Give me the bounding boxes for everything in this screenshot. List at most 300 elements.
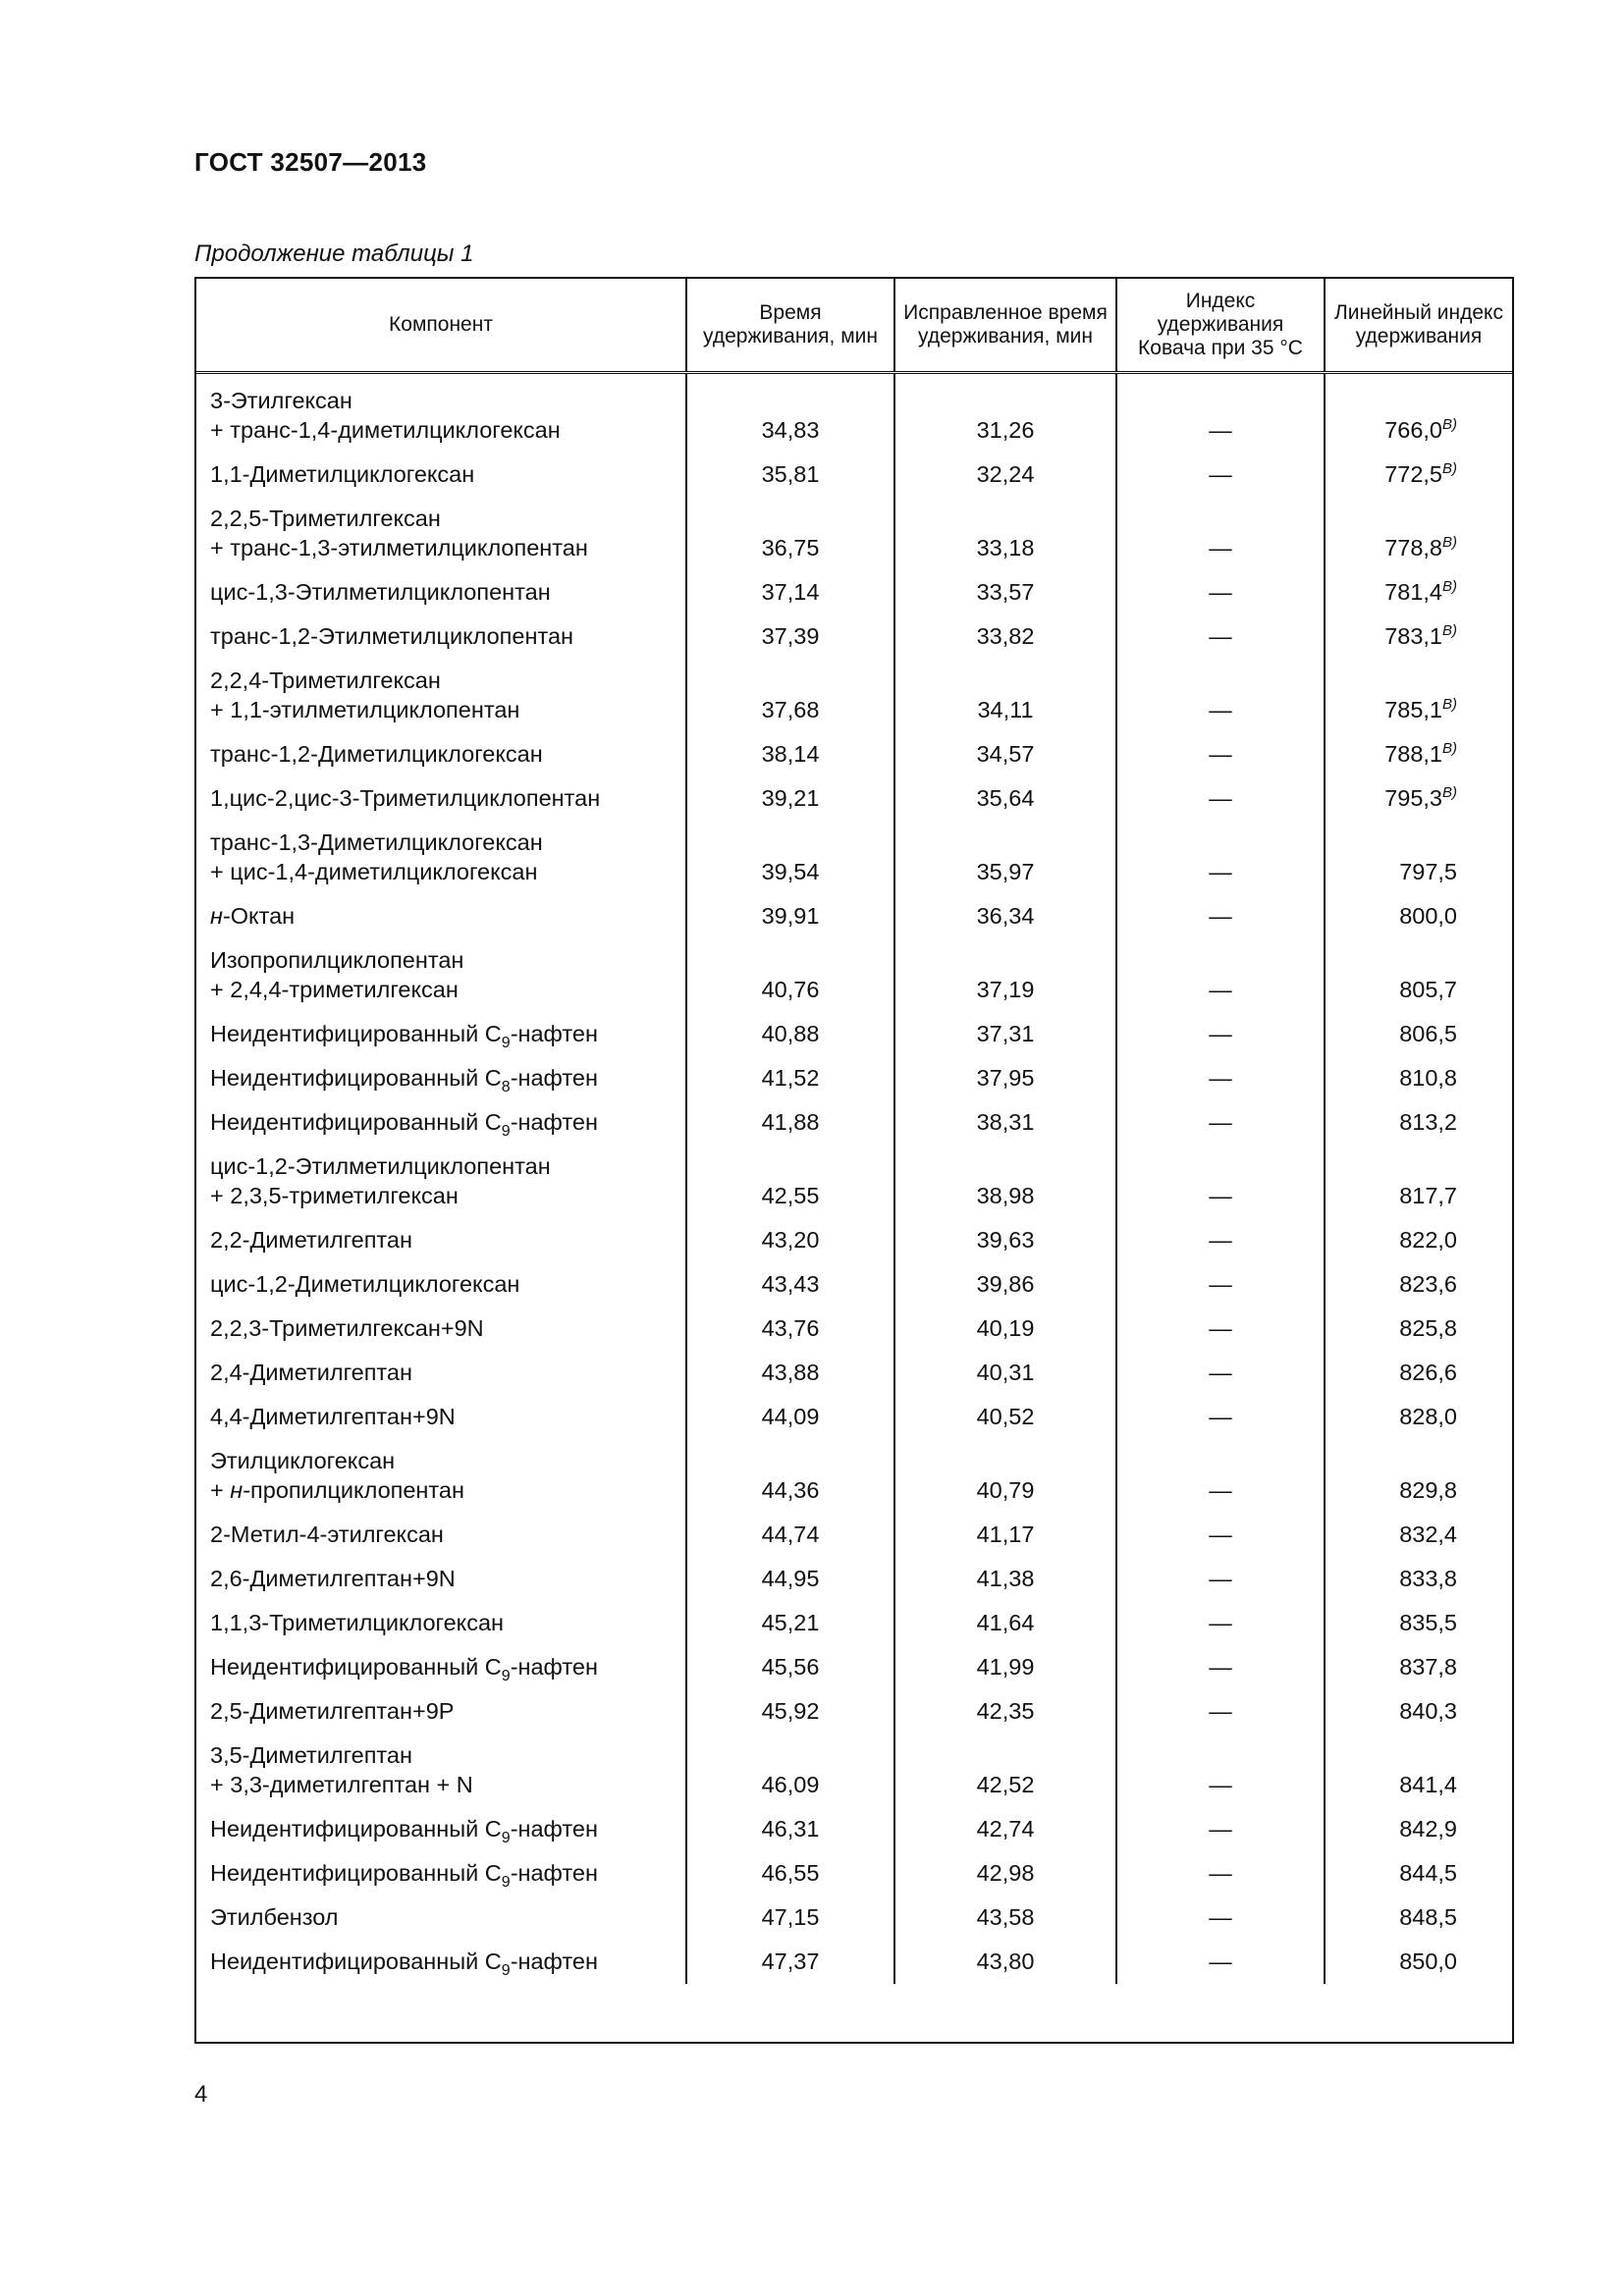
component-text: Этилциклогексан — [210, 1448, 396, 1473]
table-row — [196, 1896, 1512, 1940]
component-cell — [196, 1218, 686, 1262]
component-name — [210, 828, 674, 857]
second-line-text: + транс-1,4-диметилциклогексан — [210, 417, 561, 443]
kovats-index-cell: — — [1116, 1056, 1325, 1100]
retention-time-cell: 37,14 — [686, 570, 894, 614]
linear-index-cell — [1325, 373, 1512, 454]
component-cell — [196, 1351, 686, 1395]
table-row — [196, 1439, 1512, 1513]
linear-index-value: 829,8 — [1399, 1477, 1457, 1503]
corrected-time-cell: 38,98 — [894, 1145, 1116, 1218]
table-row — [196, 373, 1512, 454]
linear-index-value: 805,7 — [1399, 977, 1457, 1002]
component-cell — [196, 659, 686, 732]
table-row — [196, 1218, 1512, 1262]
corrected-time-cell: 37,31 — [894, 1012, 1116, 1056]
retention-time-cell: 35,81 — [686, 453, 894, 497]
retention-time-cell: 34,83 — [686, 373, 894, 454]
page-number: 4 — [194, 2081, 208, 2108]
kovats-index-cell: — — [1116, 1689, 1325, 1734]
component-cell — [196, 1807, 686, 1851]
component-cell — [196, 1557, 686, 1601]
component-text: 2,2,4-Триметилгексан — [210, 667, 441, 693]
table-row — [196, 1940, 1512, 1984]
footnote-marker: В) — [1442, 416, 1457, 433]
carbon-subscript: 9 — [501, 1123, 511, 1140]
linear-index-cell — [1325, 1645, 1512, 1689]
linear-index-value: 783,1 — [1384, 623, 1442, 649]
corrected-time-cell: 41,38 — [894, 1557, 1116, 1601]
component-name — [210, 1858, 674, 1891]
linear-index-value: 833,8 — [1399, 1566, 1457, 1591]
linear-index-cell — [1325, 938, 1512, 1012]
component-cell — [196, 894, 686, 938]
component-name — [210, 1358, 674, 1387]
linear-index-value: 772,5 — [1384, 461, 1442, 487]
component-text: 2,2,5-Триметилгексан — [210, 506, 441, 531]
component-name — [210, 1652, 674, 1682]
linear-index-value: 813,2 — [1399, 1109, 1457, 1135]
component-name — [210, 1814, 674, 1846]
table-row — [196, 1395, 1512, 1439]
linear-index-cell — [1325, 1262, 1512, 1307]
linear-index-cell — [1325, 1601, 1512, 1645]
corrected-time-cell: 41,64 — [894, 1601, 1116, 1645]
retention-time-cell: 44,95 — [686, 1557, 894, 1601]
retention-time-cell: 40,88 — [686, 1012, 894, 1056]
component-text: 2,2-Диметилгептан — [210, 1227, 412, 1253]
table-row — [196, 570, 1512, 614]
table-row — [196, 1351, 1512, 1395]
table-row — [196, 1807, 1512, 1851]
component-name — [210, 1402, 674, 1431]
corrected-time-cell: 41,17 — [894, 1513, 1116, 1557]
retention-time-cell: 43,20 — [686, 1218, 894, 1262]
second-line-text: + 1,1-этилметилциклопентан — [210, 697, 520, 722]
linear-index-value: 848,5 — [1399, 1904, 1457, 1930]
component-text: Неидентифицированный С — [210, 1065, 502, 1091]
component-text: 2,4-Диметилгептан — [210, 1360, 412, 1385]
table-row — [196, 453, 1512, 497]
linear-index-value: 788,1 — [1384, 741, 1442, 767]
component-text: Неидентифицированный С — [210, 1021, 502, 1046]
linear-index-value: 800,0 — [1399, 903, 1457, 929]
second-line-suffix: -пропилциклопентан — [243, 1477, 464, 1503]
corrected-time-cell: 34,57 — [894, 732, 1116, 776]
retention-time-cell: 43,76 — [686, 1307, 894, 1351]
kovats-index-cell: — — [1116, 1307, 1325, 1351]
component-cell — [196, 373, 686, 454]
kovats-index-cell: — — [1116, 1100, 1325, 1145]
retention-time-cell: 39,54 — [686, 821, 894, 894]
linear-index-value: 823,6 — [1399, 1271, 1457, 1297]
component-text: 3-Этилгексан — [210, 388, 352, 413]
second-line-text: + — [210, 1477, 231, 1503]
component-text: 1,1-Диметилциклогексан — [210, 461, 475, 487]
component-text: 2,6-Диметилгептан+9N — [210, 1566, 456, 1591]
kovats-index-cell: — — [1116, 659, 1325, 732]
kovats-index-cell: — — [1116, 894, 1325, 938]
kovats-index-cell: — — [1116, 1395, 1325, 1439]
linear-index-cell — [1325, 1012, 1512, 1056]
linear-index-cell — [1325, 1513, 1512, 1557]
linear-index-value: 825,8 — [1399, 1315, 1457, 1341]
corrected-time-cell: 35,64 — [894, 776, 1116, 821]
linear-index-cell — [1325, 1734, 1512, 1807]
component-text: цис-1,2-Этилметилциклопентан — [210, 1153, 551, 1179]
carbon-subscript: 9 — [501, 1962, 511, 1979]
kovats-index-cell: — — [1116, 1513, 1325, 1557]
retention-time-cell: 44,09 — [686, 1395, 894, 1439]
retention-time-cell: 46,55 — [686, 1851, 894, 1896]
corrected-time-cell: 37,95 — [894, 1056, 1116, 1100]
linear-index-value: 844,5 — [1399, 1860, 1457, 1886]
kovats-index-cell: — — [1116, 570, 1325, 614]
component-name — [210, 1063, 674, 1093]
retention-time-cell: 46,31 — [686, 1807, 894, 1851]
italic-prefix: н — [230, 1477, 244, 1503]
corrected-time-cell: 35,97 — [894, 821, 1116, 894]
corrected-time-cell: 33,57 — [894, 570, 1116, 614]
component-text: цис-1,2-Диметилциклогексан — [210, 1271, 520, 1297]
table-row — [196, 1012, 1512, 1056]
component-name — [210, 1269, 674, 1299]
second-line-text: + 2,4,4-триметилгексан — [210, 977, 459, 1002]
component-name — [210, 621, 674, 651]
corrected-time-cell: 34,11 — [894, 659, 1116, 732]
table-row — [196, 497, 1512, 570]
retention-time-cell: 47,37 — [686, 1940, 894, 1984]
header-linear-index: Линейный индекс удерживания — [1325, 279, 1512, 373]
component-name — [210, 783, 674, 813]
retention-time-cell: 44,74 — [686, 1513, 894, 1557]
linear-index-cell — [1325, 1395, 1512, 1439]
second-line-text: + 3,3-диметилгептан + N — [210, 1772, 473, 1797]
corrected-time-cell: 33,82 — [894, 614, 1116, 659]
component-text: 1,1,3-Триметилциклогексан — [210, 1610, 505, 1635]
retention-time-cell: 45,21 — [686, 1601, 894, 1645]
kovats-index-cell: — — [1116, 1262, 1325, 1307]
component-name — [210, 577, 674, 607]
kovats-index-cell: — — [1116, 1851, 1325, 1896]
second-line-text: + транс-1,3-этилметилциклопентан — [210, 535, 588, 561]
corrected-time-cell: 41,99 — [894, 1645, 1116, 1689]
component-cell — [196, 1056, 686, 1100]
linear-index-value: 822,0 — [1399, 1227, 1457, 1253]
kovats-index-cell: — — [1116, 1012, 1325, 1056]
component-cell — [196, 1145, 686, 1218]
table-header-row — [196, 279, 1512, 373]
component-text: Неидентифицированный С — [210, 1109, 502, 1135]
component-text: 1,цис-2,цис-3-Триметилциклопентан — [210, 785, 601, 811]
retention-time-cell: 42,55 — [686, 1145, 894, 1218]
carbon-subscript: 8 — [501, 1079, 511, 1095]
table-row — [196, 1056, 1512, 1100]
linear-index-value: 850,0 — [1399, 1949, 1457, 1974]
second-line-text: + 2,3,5-триметилгексан — [210, 1183, 459, 1208]
corrected-time-cell: 39,63 — [894, 1218, 1116, 1262]
linear-index-cell — [1325, 1145, 1512, 1218]
linear-index-cell — [1325, 1689, 1512, 1734]
second-line-text: + цис-1,4-диметилциклогексан — [210, 859, 538, 884]
component-name — [210, 504, 674, 533]
component-name — [210, 901, 674, 931]
kovats-index-cell: — — [1116, 1734, 1325, 1807]
kovats-index-cell: — — [1116, 1439, 1325, 1513]
kovats-index-cell: — — [1116, 373, 1325, 454]
retention-time-cell: 43,88 — [686, 1351, 894, 1395]
linear-index-cell — [1325, 776, 1512, 821]
retention-time-cell: 45,56 — [686, 1645, 894, 1689]
retention-time-cell: 37,68 — [686, 659, 894, 732]
component-text: цис-1,3-Этилметилциклопентан — [210, 579, 551, 605]
component-cell — [196, 1940, 686, 1984]
component-name — [210, 1225, 674, 1255]
header-retention-time: Время удерживания, мин — [686, 279, 894, 373]
retention-time-cell: 39,21 — [686, 776, 894, 821]
component-cell — [196, 938, 686, 1012]
component-text: Этилбензол — [210, 1904, 339, 1930]
linear-index-value: 832,4 — [1399, 1522, 1457, 1547]
component-cell — [196, 1896, 686, 1940]
kovats-index-cell: — — [1116, 1940, 1325, 1984]
table-row — [196, 821, 1512, 894]
linear-index-value: 810,8 — [1399, 1065, 1457, 1091]
component-name — [210, 1696, 674, 1726]
table-row — [196, 659, 1512, 732]
kovats-index-cell: — — [1116, 938, 1325, 1012]
component-text: 4,4-Диметилгептан+9N — [210, 1404, 456, 1429]
linear-index-cell — [1325, 1940, 1512, 1984]
linear-index-cell — [1325, 1807, 1512, 1851]
retention-time-cell: 46,09 — [686, 1734, 894, 1807]
component-name — [210, 1151, 674, 1181]
header-corrected-retention-time: Исправленное время удерживания, мин — [894, 279, 1116, 373]
kovats-index-cell: — — [1116, 1601, 1325, 1645]
component-second-line — [210, 975, 674, 1004]
retention-time-cell: 44,36 — [686, 1439, 894, 1513]
component-cell — [196, 1012, 686, 1056]
component-name — [210, 459, 674, 489]
linear-index-value: 778,8 — [1384, 535, 1442, 561]
component-cell — [196, 1395, 686, 1439]
component-second-line — [210, 533, 674, 562]
table-row — [196, 1689, 1512, 1734]
footnote-marker: В) — [1442, 696, 1457, 713]
component-cell — [196, 1262, 686, 1307]
linear-index-cell — [1325, 1307, 1512, 1351]
corrected-time-cell: 32,24 — [894, 453, 1116, 497]
table-row — [196, 1645, 1512, 1689]
component-name — [210, 1564, 674, 1593]
linear-index-cell — [1325, 1851, 1512, 1896]
component-name — [210, 1107, 674, 1140]
component-text: 2-Метил-4-этилгексан — [210, 1522, 444, 1547]
component-name — [210, 945, 674, 975]
table-row — [196, 1100, 1512, 1145]
linear-index-value: 840,3 — [1399, 1698, 1457, 1724]
kovats-index-cell: — — [1116, 453, 1325, 497]
corrected-time-cell: 42,35 — [894, 1689, 1116, 1734]
component-cell — [196, 570, 686, 614]
retention-time-cell: 45,92 — [686, 1689, 894, 1734]
retention-time-cell: 41,52 — [686, 1056, 894, 1100]
component-name — [210, 1520, 674, 1549]
retention-time-cell: 43,43 — [686, 1262, 894, 1307]
carbon-subscript: 9 — [501, 1035, 511, 1051]
component-second-line — [210, 857, 674, 886]
retention-time-cell: 36,75 — [686, 497, 894, 570]
linear-index-cell — [1325, 1218, 1512, 1262]
retention-time-cell: 38,14 — [686, 732, 894, 776]
component-cell — [196, 821, 686, 894]
linear-index-value: 797,5 — [1399, 859, 1457, 884]
document-title: ГОСТ 32507—2013 — [194, 147, 427, 177]
linear-index-value: 806,5 — [1399, 1021, 1457, 1046]
component-name — [210, 1902, 674, 1932]
kovats-index-cell: — — [1116, 1145, 1325, 1218]
component-name — [210, 1019, 674, 1051]
component-name — [210, 1313, 674, 1343]
component-second-line — [210, 1181, 674, 1210]
retention-time-cell: 47,15 — [686, 1896, 894, 1940]
component-suffix: -нафтен — [510, 1109, 598, 1135]
component-name — [210, 666, 674, 695]
linear-index-value: 841,4 — [1399, 1772, 1457, 1797]
linear-index-value: 795,3 — [1384, 785, 1442, 811]
component-text: Неидентифицированный С — [210, 1654, 502, 1680]
kovats-index-cell: — — [1116, 776, 1325, 821]
linear-index-cell — [1325, 1557, 1512, 1601]
table-row — [196, 732, 1512, 776]
table-row — [196, 614, 1512, 659]
component-second-line — [210, 695, 674, 724]
linear-index-cell — [1325, 1439, 1512, 1513]
corrected-time-cell: 37,19 — [894, 938, 1116, 1012]
corrected-time-cell: 40,79 — [894, 1439, 1116, 1513]
component-text: 2,5-Диметилгептан+9P — [210, 1698, 455, 1724]
kovats-index-cell: — — [1116, 732, 1325, 776]
component-text: Изопропилциклопентан — [210, 947, 464, 973]
component-text: 2,2,3-Триметилгексан+9N — [210, 1315, 484, 1341]
linear-index-value: 837,8 — [1399, 1654, 1457, 1680]
corrected-time-cell: 36,34 — [894, 894, 1116, 938]
table-row — [196, 1557, 1512, 1601]
component-suffix: -нафтен — [510, 1949, 598, 1974]
component-text: транс-1,2-Этилметилциклопентан — [210, 623, 573, 649]
component-text: Неидентифицированный С — [210, 1816, 502, 1842]
corrected-time-cell: 40,19 — [894, 1307, 1116, 1351]
header-kovats-index: Индекс удерживания Ковача при 35 °С — [1116, 279, 1325, 373]
component-name — [210, 1608, 674, 1637]
linear-index-value: 781,4 — [1384, 579, 1442, 605]
kovats-index-cell: — — [1116, 1645, 1325, 1689]
component-cell — [196, 1851, 686, 1896]
kovats-index-cell: — — [1116, 614, 1325, 659]
table-body — [196, 373, 1512, 1985]
component-cell — [196, 732, 686, 776]
component-cell — [196, 1513, 686, 1557]
kovats-index-cell: — — [1116, 1807, 1325, 1851]
corrected-time-cell: 33,18 — [894, 497, 1116, 570]
component-name — [210, 1947, 674, 1979]
linear-index-cell — [1325, 1351, 1512, 1395]
component-name — [210, 1740, 674, 1770]
linear-index-cell — [1325, 894, 1512, 938]
table-row — [196, 1145, 1512, 1218]
corrected-time-cell: 39,86 — [894, 1262, 1116, 1307]
carbon-subscript: 9 — [501, 1874, 511, 1891]
linear-index-cell — [1325, 570, 1512, 614]
corrected-time-cell: 42,98 — [894, 1851, 1116, 1896]
table-row — [196, 1307, 1512, 1351]
table-row — [196, 894, 1512, 938]
retention-time-cell: 41,88 — [686, 1100, 894, 1145]
component-text: 3,5-Диметилгептан — [210, 1742, 412, 1768]
corrected-time-cell: 40,52 — [894, 1395, 1116, 1439]
component-cell — [196, 1100, 686, 1145]
table-row — [196, 1262, 1512, 1307]
retention-time-cell: 39,91 — [686, 894, 894, 938]
component-name — [210, 1446, 674, 1475]
linear-index-cell — [1325, 614, 1512, 659]
component-cell — [196, 1645, 686, 1689]
component-cell — [196, 497, 686, 570]
linear-index-cell — [1325, 659, 1512, 732]
linear-index-cell — [1325, 1100, 1512, 1145]
component-cell — [196, 1601, 686, 1645]
linear-index-value: 826,6 — [1399, 1360, 1457, 1385]
footnote-marker: В) — [1442, 622, 1457, 639]
linear-index-cell — [1325, 1056, 1512, 1100]
table-caption: Продолжение таблицы 1 — [194, 240, 474, 267]
component-text: -Октан — [222, 903, 296, 929]
component-text: транс-1,3-Диметилциклогексан — [210, 829, 543, 855]
component-cell — [196, 1689, 686, 1734]
component-name — [210, 386, 674, 415]
component-cell — [196, 776, 686, 821]
linear-index-cell — [1325, 732, 1512, 776]
component-name — [210, 739, 674, 769]
component-second-line — [210, 415, 674, 445]
table-row — [196, 776, 1512, 821]
component-second-line — [210, 1770, 674, 1799]
corrected-time-cell: 42,52 — [894, 1734, 1116, 1807]
kovats-index-cell: — — [1116, 497, 1325, 570]
kovats-index-cell: — — [1116, 1557, 1325, 1601]
corrected-time-cell: 43,80 — [894, 1940, 1116, 1984]
table-row — [196, 1513, 1512, 1557]
corrected-time-cell: 38,31 — [894, 1100, 1116, 1145]
header-component: Компонент — [196, 279, 686, 373]
kovats-index-cell: — — [1116, 1896, 1325, 1940]
corrected-time-cell: 31,26 — [894, 373, 1116, 454]
footnote-marker: В) — [1442, 534, 1457, 551]
component-cell — [196, 614, 686, 659]
linear-index-value: 785,1 — [1384, 697, 1442, 722]
linear-index-value: 817,7 — [1399, 1183, 1457, 1208]
corrected-time-cell: 43,58 — [894, 1896, 1116, 1940]
linear-index-value: 828,0 — [1399, 1404, 1457, 1429]
component-second-line — [210, 1475, 674, 1505]
footnote-marker: В) — [1442, 578, 1457, 595]
table-row — [196, 1851, 1512, 1896]
linear-index-value: 842,9 — [1399, 1816, 1457, 1842]
linear-index-cell — [1325, 1896, 1512, 1940]
component-suffix: -нафтен — [510, 1816, 598, 1842]
retention-table — [194, 277, 1514, 2044]
component-text: Неидентифицированный С — [210, 1949, 502, 1974]
